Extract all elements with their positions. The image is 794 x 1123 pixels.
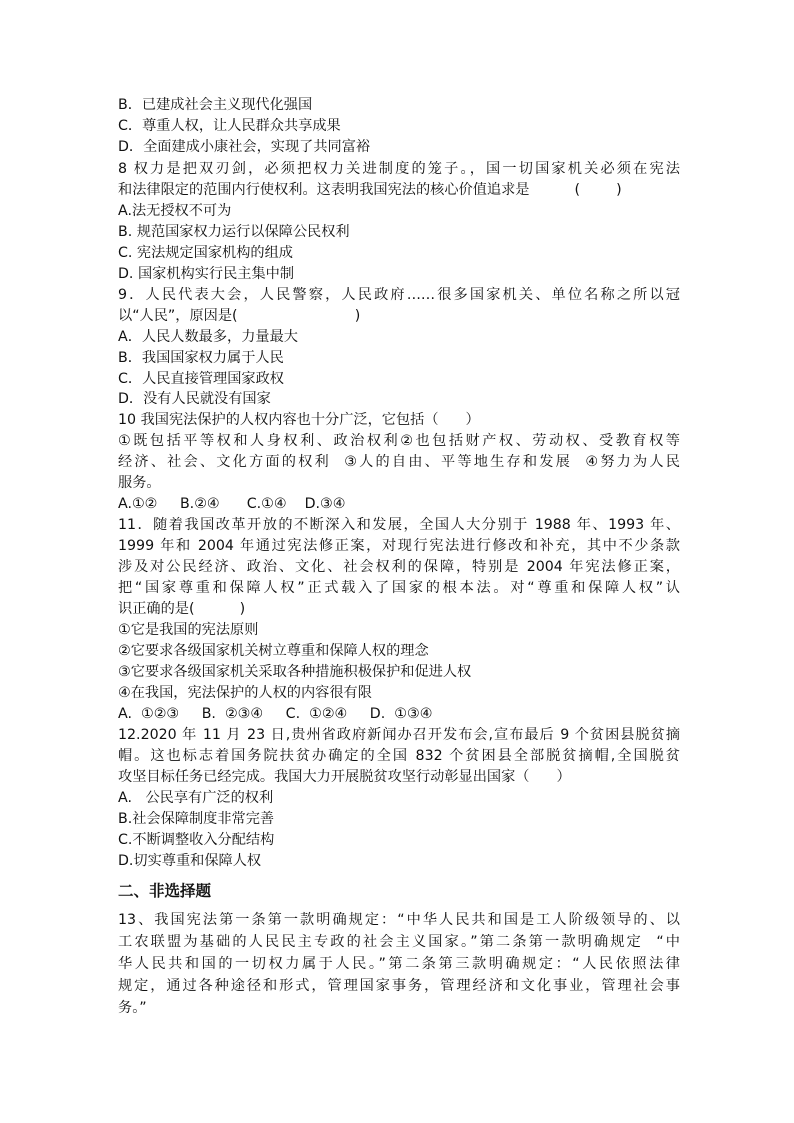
question-12-stem: 12.2020 年 11 月 23 日,贵州省政府新闻办召开发布会,宣布最后 9 个贫困县脱贫摘 xyxy=(118,727,680,743)
question-10-statement: ①既包括平等权和人身权利、政治权利②也包括财产权、劳动权、受教育权等 xyxy=(118,433,680,449)
question-10-statement: 经济、社会、文化方面的权利 ③人的自由、平等地生存和发展 ④努力为人民 xyxy=(118,454,680,470)
question-8-stem: 和法律限定的范围内行使权利。这表明我国宪法的核心价值追求是 ( ) xyxy=(118,182,622,198)
question-12-stem: 攻坚目标任务已经完成。我国大力开展脱贫攻坚行动彰显出国家（ ） xyxy=(118,769,571,785)
option-line: C. 宪法规定国家机构的组成 xyxy=(118,245,293,261)
option-line: D．全面建成小康社会，实现了共同富裕 xyxy=(118,139,371,155)
option-line: D．没有人民就没有国家 xyxy=(118,391,271,407)
question-13-text: 华人民共和国的一切权力属于人民。”第二条第三款明确规定：“人民依照法律 xyxy=(118,956,680,972)
question-13-text: 务。” xyxy=(118,1000,147,1016)
question-13-text: 工农联盟为基础的人民民主专政的社会主义国家。”第二条第一款明确规定 “中 xyxy=(118,934,680,950)
option-line: B．我国国家权力属于人民 xyxy=(118,350,284,366)
question-13-text: 规定，通过各种途径和形式，管理国家事务，管理经济和文化事业，管理社会事 xyxy=(118,978,680,994)
option-line: D. 国家机构实行民主集中制 xyxy=(118,266,295,282)
option-line: B．已建成社会主义现代化强国 xyxy=(118,97,313,113)
statement-line: ③它要求各级国家机关采取各种措施积极保护和促进人权 xyxy=(118,664,472,680)
section-heading: 二、非选择题 xyxy=(118,882,212,900)
statement-line: ①它是我国的宪法原则 xyxy=(118,622,259,638)
question-9-stem: 以“人民”，原因是( ) xyxy=(118,308,361,324)
statement-line: ④在我国，宪法保护的人权的内容很有限 xyxy=(118,685,372,701)
question-11-stem: 识正确的是( ) xyxy=(118,601,246,617)
question-11-stem: 1999 年和 2004 年通过宪法修正案，对现行宪法进行修改和补充，其中不少条款 xyxy=(118,538,680,554)
answer-choices: A. ①②③ B. ②③④ C. ①②④ D. ①③④ xyxy=(118,706,433,722)
statement-line: ②它要求各级国家机关树立尊重和保障人权的理念 xyxy=(118,643,429,659)
option-line: C.不断调整收入分配结构 xyxy=(118,832,275,848)
question-10-statement: 服务。 xyxy=(118,475,161,491)
option-line: B.社会保障制度非常完善 xyxy=(118,811,275,827)
option-line: A．人民人数最多，力量最大 xyxy=(118,329,298,345)
option-line: A.法无授权不可为 xyxy=(118,203,232,219)
option-line: B. 规范国家权力运行以保障公民权利 xyxy=(118,224,350,240)
option-line: C．尊重人权，让人民群众共享成果 xyxy=(118,118,341,134)
option-line: C．人民直接管理国家政权 xyxy=(118,371,284,387)
question-11-stem: 11．随着我国改革开放的不断深入和发展，全国人大分别于 1988 年、1993 年、 xyxy=(118,517,680,533)
question-13-text: 13、我国宪法第一条第一款明确规定：“中华人民共和国是工人阶级领导的、以 xyxy=(118,912,680,928)
question-10-stem: 10 我国宪法保护的人权内容也十分广泛，它包括（ ） xyxy=(118,412,480,428)
option-line: D.切实尊重和保障人权 xyxy=(118,853,262,869)
question-12-stem: 帽。这也标志着国务院扶贫办确定的全国 832 个贫困县全部脱贫摘帽,全国脱贫 xyxy=(118,748,680,764)
option-line: A. 公民享有广泛的权利 xyxy=(118,790,274,806)
question-11-stem: 涉及对公民经济、政治、文化、社会权利的保障，特别是 2004 年宪法修正案， xyxy=(118,559,680,575)
question-9-stem: 9．人民代表大会，人民警察，人民政府……很多国家机关、单位名称之所以冠 xyxy=(118,287,680,303)
question-8-stem: 8 权力是把双刃剑，必须把权力关进制度的笼子。，国一切国家机关必须在宪法 xyxy=(118,161,680,177)
question-11-stem: 把“国家尊重和保障人权”正式载入了国家的根本法。对“尊重和保障人权”认 xyxy=(118,580,680,596)
answer-choices: A.①② B.②④ C.①④ D.③④ xyxy=(118,496,346,512)
